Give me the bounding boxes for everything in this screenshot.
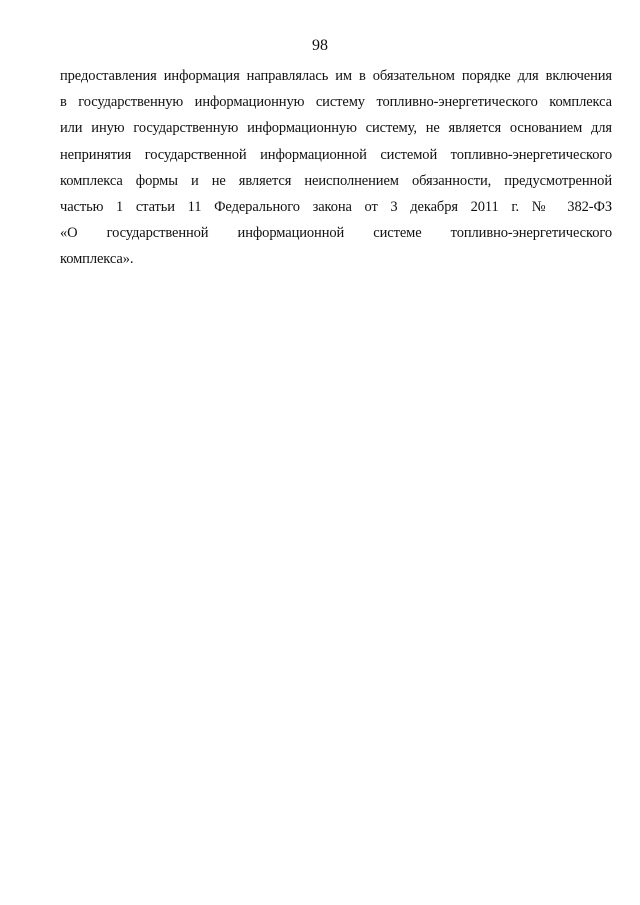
text-line: «О государственной информационной системе топливно-энергетического <box>60 225 612 242</box>
text-line: частью 1 статьи 11 Федерального закона от 3 декабря 2011 г. № 382-ФЗ <box>60 198 612 215</box>
text-line-last: комплекса». <box>60 251 134 268</box>
text-line: комплекса формы и не является неисполнением обязанности, предусмотренной <box>60 172 612 189</box>
text-line: предоставления информация направлялась им в обязательном порядке для включения <box>60 68 612 84</box>
page-number: 98 <box>312 37 328 54</box>
text-line: в государственную информационную систему топливно-энергетического комплекса <box>60 94 612 111</box>
text-line: непринятия государственной информационной системой топливно-энергетического <box>60 146 612 163</box>
body-paragraph <box>60 63 612 273</box>
text-line: или иную государственную информационную систему, не является основанием для <box>60 120 612 137</box>
